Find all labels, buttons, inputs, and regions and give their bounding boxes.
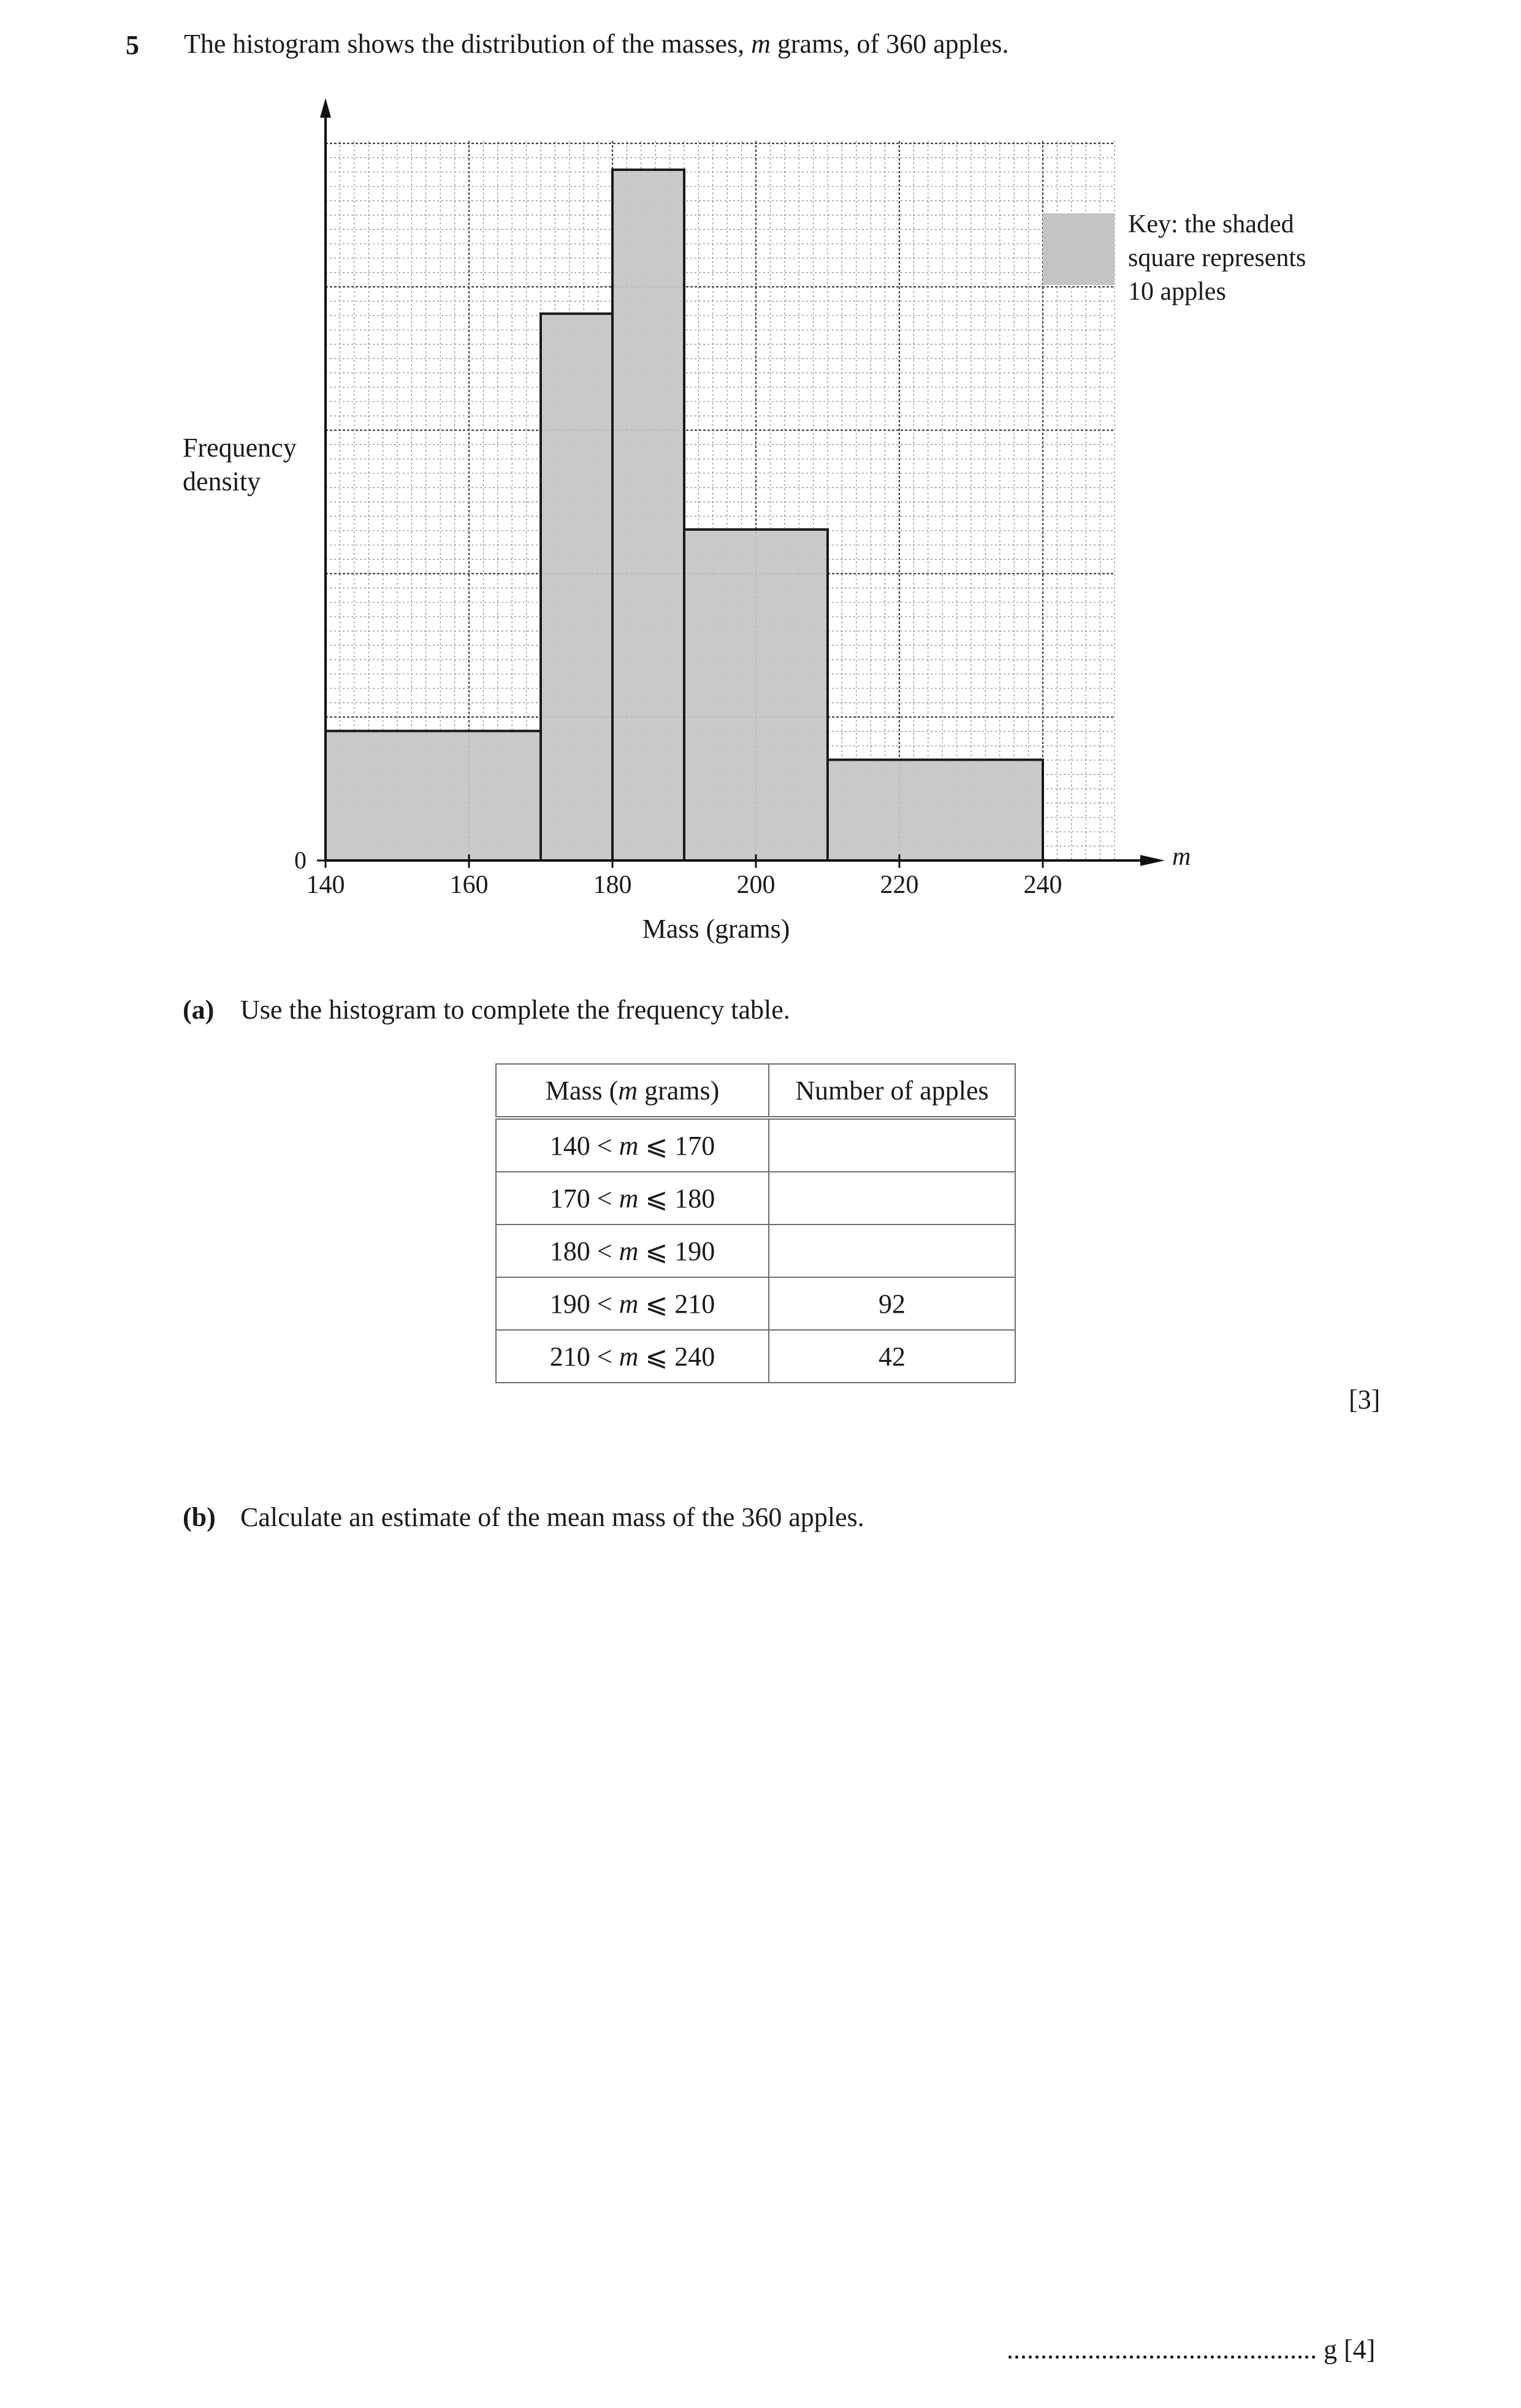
y-axis-arrow (320, 98, 331, 118)
key-text-line2: square represents (1128, 244, 1306, 272)
header-number-of-apples: Number of apples (769, 1064, 1015, 1118)
part-a-text: Use the histogram to complete the frequency table. (240, 995, 790, 1025)
frequency-cell[interactable] (769, 1172, 1015, 1225)
class-interval: 170 < m ⩽ 180 (496, 1172, 769, 1225)
part-a-label: (a) (183, 995, 215, 1025)
table-row (496, 1330, 1015, 1383)
frequency-cell: 42 (769, 1330, 1015, 1383)
part-b-marks: [4] (1344, 2334, 1376, 2364)
x-tick-label: 220 (880, 871, 919, 899)
table-row (496, 1225, 1015, 1277)
table-row (496, 1277, 1015, 1330)
key-square (1043, 213, 1115, 285)
x-tick-label: 160 (449, 871, 489, 899)
key-text-line1: Key: the shaded (1128, 210, 1294, 238)
histogram-bar (828, 760, 1043, 860)
table-header-row (496, 1064, 1015, 1118)
histogram-bar (612, 170, 684, 860)
class-interval: 140 < m ⩽ 170 (496, 1118, 769, 1172)
table-row (496, 1118, 1015, 1172)
frequency-cell: 92 (769, 1277, 1015, 1330)
part-b-text: Calculate an estimate of the mean mass of the 360 apples. (240, 1502, 864, 1532)
histogram-bar (541, 314, 612, 860)
question-number: 5 (126, 30, 139, 60)
header-mass: Mass (m grams) (496, 1064, 769, 1118)
y-axis-label-line1: Frequency (183, 433, 297, 463)
question-text: The histogram shows the distribution of the masses, m grams, of 360 apples. (184, 29, 1009, 59)
x-axis-variable: m (1172, 843, 1191, 871)
x-tick-label: 180 (593, 871, 632, 899)
class-interval: 190 < m ⩽ 210 (496, 1277, 769, 1330)
x-axis-arrow (1140, 855, 1165, 866)
class-interval: 210 < m ⩽ 240 (496, 1330, 769, 1383)
x-axis-label: Mass (grams) (642, 914, 790, 944)
part-a-marks: [3] (1349, 1384, 1381, 1415)
histogram-bar (684, 530, 828, 860)
y-axis-label-line2: density (183, 466, 261, 496)
class-interval: 180 < m ⩽ 190 (496, 1225, 769, 1277)
x-tick-label: 140 (306, 871, 345, 899)
frequency-table (495, 1063, 1016, 1383)
x-tick-label: 200 (736, 871, 776, 899)
key-text-line3: 10 apples (1128, 278, 1226, 306)
y-axis-zero-label: 0 (294, 846, 307, 874)
part-b-answer-line[interactable]: .............................................. g [4] (1007, 2334, 1376, 2364)
part-b-label: (b) (183, 1502, 216, 1532)
part-b-prompt (183, 1502, 864, 1533)
histogram-bar (326, 731, 541, 860)
frequency-cell[interactable] (769, 1118, 1015, 1172)
part-a-prompt (183, 994, 790, 1025)
table-row (496, 1172, 1015, 1225)
x-tick-label: 240 (1023, 871, 1062, 899)
answer-unit: g (1324, 2334, 1337, 2364)
frequency-cell[interactable] (769, 1225, 1015, 1277)
